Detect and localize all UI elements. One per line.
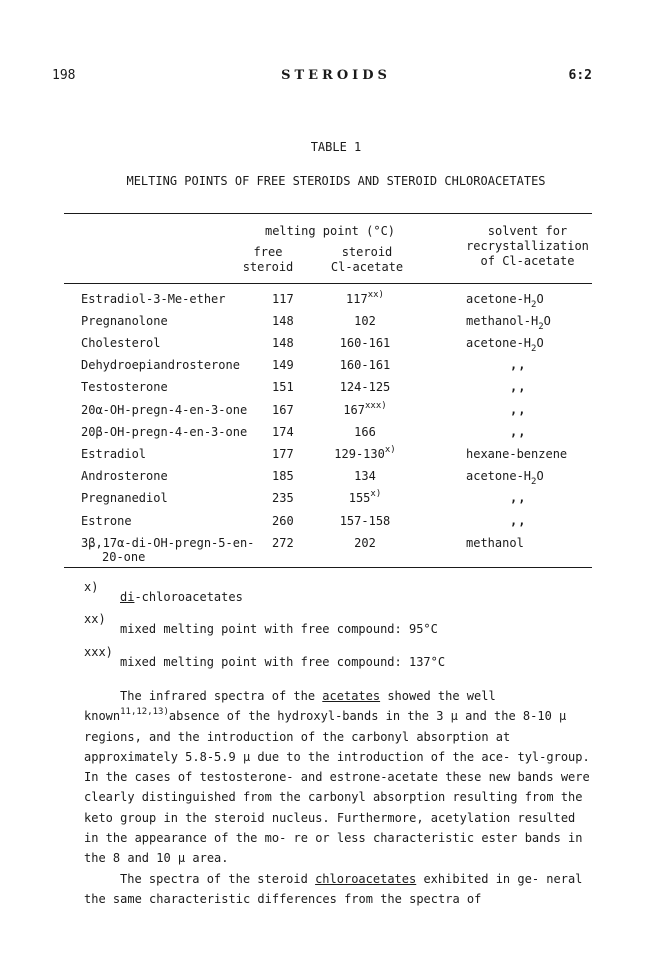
cell-solvent-ditto: ‚‚ <box>510 358 527 372</box>
cell-free-mp: 177 <box>272 447 294 461</box>
footnote-mark-xxx: xxx) <box>84 645 113 659</box>
cell-cl-acetate-mp <box>320 358 410 372</box>
cell-cl-acetate-mp <box>320 425 410 439</box>
footnote-mark-x: x) <box>84 580 99 594</box>
cl-mp-value: 157-158 <box>339 514 391 528</box>
row-name-text: Androsterone <box>81 469 168 483</box>
solvent-text: methanol <box>466 536 524 550</box>
table-label: TABLE 1 <box>310 140 362 154</box>
cell-free-mp: 185 <box>272 469 294 483</box>
table-row <box>0 314 672 334</box>
cell-free-mp: 148 <box>272 314 294 328</box>
table-row <box>0 380 672 400</box>
table-top-rule <box>64 213 592 214</box>
cell-free-mp: 151 <box>272 380 294 394</box>
cell-steroid-name <box>81 536 254 564</box>
cell-solvent <box>466 469 544 487</box>
cell-steroid-name <box>81 358 240 372</box>
footnote-mark-xx: xx) <box>84 612 106 626</box>
solvent-text: acetone-H <box>466 469 532 483</box>
cell-steroid-name <box>81 336 160 350</box>
cell-free-mp: 272 <box>272 536 294 550</box>
cl-mp-value: 160-161 <box>339 336 391 350</box>
solvent-text: acetone-H <box>466 292 532 306</box>
col-header-cl-acetate <box>312 245 422 275</box>
row-name-text: Pregnanediol <box>81 491 168 505</box>
cl-mp-footnote-ref: x) <box>384 445 396 455</box>
cl-mp-value: 124-125 <box>339 380 391 394</box>
solvent-text-end: O <box>543 314 551 328</box>
p2-part-a: The spectra of the steroid <box>120 871 316 886</box>
table-row <box>0 358 672 378</box>
cell-cl-acetate-mp <box>320 514 410 528</box>
cell-cl-acetate-mp <box>320 380 410 394</box>
cell-free-mp: 235 <box>272 491 294 505</box>
cl-mp-value: 167 <box>343 403 365 417</box>
cell-steroid-name <box>81 514 132 528</box>
table-row <box>0 491 672 511</box>
col-header-free-steroid <box>238 245 298 275</box>
row-name-line2: 20-one <box>102 550 146 564</box>
cell-steroid-name <box>81 314 168 328</box>
cell-steroid-name <box>81 425 247 439</box>
p1-underlined: acetates <box>322 689 381 703</box>
col-header-melting-point: melting point (°C) <box>264 224 396 238</box>
cell-cl-acetate-mp <box>320 469 410 483</box>
col-header-solvent-line2: recrystallization <box>466 239 589 253</box>
journal-title: STEROIDS <box>281 68 391 83</box>
table-row <box>0 536 672 564</box>
col-header-solvent-line1: solvent for <box>487 224 568 238</box>
row-name-text: Testosterone <box>81 380 168 394</box>
row-name-text: Estrone <box>81 514 132 528</box>
cell-steroid-name <box>81 380 168 394</box>
footnote-text-x <box>120 590 243 604</box>
solvent-text-end: O <box>536 469 544 483</box>
cell-free-mp: 260 <box>272 514 294 528</box>
solvent-subscript: 2 <box>538 322 544 332</box>
footnote-x-underlined: di <box>120 590 135 604</box>
row-name-text: Estradiol-3-Me-ether <box>81 292 226 306</box>
cl-mp-footnote-ref: x) <box>370 489 382 499</box>
p1-part-b: showed the well known <box>84 689 496 724</box>
cell-steroid-name <box>81 469 168 483</box>
table-header-rule <box>64 283 592 284</box>
cell-free-mp: 149 <box>272 358 294 372</box>
table-row <box>0 425 672 445</box>
footnote-text-xx: mixed melting point with free compound: 95°C <box>120 622 438 636</box>
cell-steroid-name <box>81 491 168 505</box>
cell-solvent-ditto: ‚‚ <box>510 514 527 528</box>
cell-cl-acetate-mp <box>320 403 410 417</box>
table-row <box>0 292 672 312</box>
body-text <box>84 686 594 909</box>
solvent-text-end: O <box>536 336 544 350</box>
p1-reference: 11,12,13) <box>120 707 169 718</box>
paragraph-1 <box>84 686 594 869</box>
row-name-text: 3β,17α-di-OH-pregn-5-en- <box>81 536 255 550</box>
cell-solvent-ditto: ‚‚ <box>510 403 527 417</box>
cell-cl-acetate-mp <box>320 491 410 505</box>
p2-part-b: exhibited in ge- neral the same characteristic differences from the spectra of <box>84 871 583 906</box>
table-row <box>0 336 672 356</box>
p1-part-c: absence of the hydroxyl-bands in the 3 μ and the 8-10 μ regions, and the introduction of the carbonyl absorption at approximately 5.8-5.9 μ due to the introduction of the ace- tyl-group. In the cases of testosterone- and estrone-acetate these new bands were clearly distinguished from the carbonyl absorption resulting from the keto group in the steroid nucleus. Furthermore, acetylation resulted in the appearance of the mo- re or less characteristic ester bands in the 8 and 10 μ area. <box>84 709 590 866</box>
cell-solvent <box>466 314 551 332</box>
table-row <box>0 514 672 534</box>
cell-solvent-ditto: ‚‚ <box>510 491 527 505</box>
cell-cl-acetate-mp <box>320 336 410 350</box>
col-header-cl-line2: Cl-acetate <box>330 260 404 274</box>
col-header-cl-line1: steroid <box>341 245 393 259</box>
cell-steroid-name <box>81 292 226 306</box>
row-name-text: Estradiol <box>81 447 147 461</box>
cl-mp-value: 134 <box>354 469 376 483</box>
cell-cl-acetate-mp <box>320 292 410 306</box>
row-name-text: 20β-OH-pregn-4-en-3-one <box>81 425 248 439</box>
solvent-subscript: 2 <box>531 344 537 354</box>
cl-mp-value: 117 <box>346 292 368 306</box>
p2-underlined: chloroacetates <box>315 871 417 886</box>
cell-free-mp: 167 <box>272 403 294 417</box>
cell-solvent <box>466 536 524 550</box>
footnote-text-xxx: mixed melting point with free compound: 137°C <box>120 655 446 669</box>
paragraph-2 <box>84 869 594 910</box>
cell-solvent <box>466 447 567 461</box>
cl-mp-footnote-ref: xx) <box>367 290 384 300</box>
table-row <box>0 447 672 467</box>
row-name-text: Cholesterol <box>81 336 161 350</box>
col-header-free-line2: steroid <box>242 260 294 274</box>
cl-mp-value: 166 <box>354 425 376 439</box>
cell-free-mp: 148 <box>272 336 294 350</box>
solvent-subscript: 2 <box>531 300 537 310</box>
cell-cl-acetate-mp <box>320 447 410 461</box>
row-name-text: Pregnanolone <box>81 314 168 328</box>
solvent-text: acetone-H <box>466 336 532 350</box>
cell-cl-acetate-mp <box>320 536 410 550</box>
footnote-x-rest: -chloroacetates <box>134 590 243 604</box>
col-header-solvent-line3: of Cl-acetate <box>480 254 575 268</box>
page-number: 198 <box>52 68 76 83</box>
cell-solvent-ditto: ‚‚ <box>510 380 527 394</box>
table-row <box>0 403 672 423</box>
cl-mp-value: 160-161 <box>339 358 391 372</box>
cell-steroid-name <box>81 447 146 461</box>
cl-mp-footnote-ref: xxx) <box>365 401 387 411</box>
col-header-free-line1: free <box>253 245 283 259</box>
cell-free-mp: 174 <box>272 425 294 439</box>
solvent-text: hexane-benzene <box>466 447 568 461</box>
solvent-subscript: 2 <box>531 477 537 487</box>
row-name-text: Dehydroepiandrosterone <box>81 358 240 372</box>
p1-part-a: The infrared spectra of the <box>120 689 323 703</box>
row-name-text: 20α-OH-pregn-4-en-3-one <box>81 403 248 417</box>
cell-solvent <box>466 336 544 354</box>
cl-mp-value: 202 <box>354 536 376 550</box>
cell-solvent <box>466 292 544 310</box>
cell-solvent-ditto: ‚‚ <box>510 425 527 439</box>
cell-steroid-name <box>81 403 247 417</box>
table-bottom-rule <box>64 567 592 568</box>
issue-number: 6:2 <box>568 68 592 83</box>
cl-mp-value: 102 <box>354 314 376 328</box>
col-header-solvent <box>445 224 610 269</box>
table-row <box>0 469 672 489</box>
solvent-text: methanol-H <box>466 314 539 328</box>
cl-mp-value: 155 <box>348 491 371 505</box>
cell-free-mp: 117 <box>272 292 294 306</box>
cell-cl-acetate-mp <box>320 314 410 328</box>
cl-mp-value: 129-130 <box>334 447 385 461</box>
solvent-text-end: O <box>536 292 544 306</box>
table-caption: MELTING POINTS OF FREE STEROIDS AND STEROID CHLOROACETATES <box>126 174 546 188</box>
